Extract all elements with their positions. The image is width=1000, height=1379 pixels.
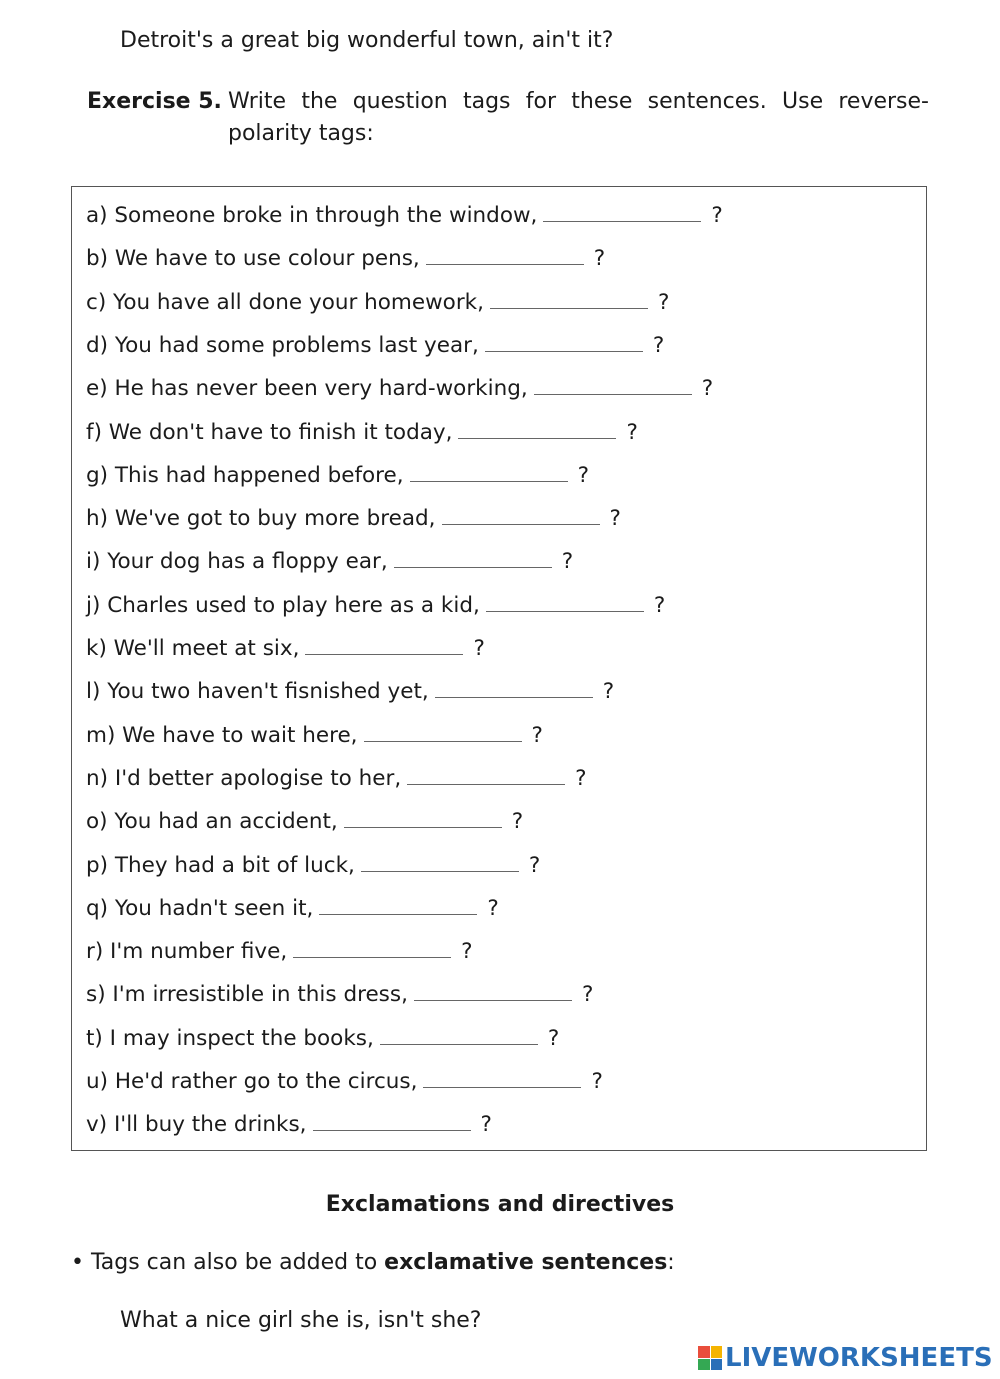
- question-mark: ?: [581, 982, 594, 1008]
- answer-blank-input[interactable]: [442, 504, 600, 525]
- item-sentence: a) Someone broke in through the window,: [86, 203, 538, 228]
- logo-square: [711, 1359, 723, 1371]
- question-mark: ?: [575, 765, 587, 791]
- question-mark: ?: [591, 1069, 603, 1094]
- answer-blank-input[interactable]: [410, 461, 568, 482]
- answer-blank-input[interactable]: [319, 894, 477, 915]
- exercise-item: [86, 374, 713, 401]
- exercise-item: [86, 851, 540, 878]
- liveworksheets-logo-icon: [698, 1346, 722, 1370]
- exercise-item: [86, 1067, 603, 1094]
- exercise-header: [87, 86, 929, 150]
- item-sentence: k) We'll meet at six,: [86, 636, 300, 661]
- answer-blank-input[interactable]: [394, 547, 552, 568]
- question-mark: ?: [473, 636, 485, 661]
- answer-blank-input[interactable]: [426, 244, 584, 265]
- question-mark: ?: [511, 809, 524, 835]
- exercise-item: [86, 331, 664, 358]
- exercise-item: [86, 721, 543, 748]
- answer-blank-input[interactable]: [486, 591, 644, 612]
- exercise-item: [86, 201, 723, 228]
- answer-blank-input[interactable]: [485, 331, 643, 352]
- question-mark: ?: [609, 506, 621, 532]
- intro-example-sentence: Detroit's a great big wonderful town, ain't it?: [120, 28, 614, 53]
- item-sentence: v) I'll buy the drinks,: [86, 1112, 307, 1138]
- item-sentence: c) You have all done your homework,: [86, 289, 484, 315]
- question-mark: ?: [577, 462, 590, 488]
- question-mark: ?: [531, 722, 543, 748]
- exercise-item: [86, 288, 669, 315]
- item-sentence: p) They had a bit of luck,: [86, 852, 355, 878]
- exercise-item: [86, 504, 621, 531]
- exercise-item: [86, 677, 614, 704]
- exercise-instruction: Write the question tags for these sentences. Use reverse-polarity tags:: [228, 89, 929, 146]
- exercise-item: [86, 937, 473, 964]
- question-mark: ?: [480, 1112, 492, 1138]
- item-sentence: t) I may inspect the books,: [86, 1025, 374, 1051]
- answer-blank-input[interactable]: [305, 634, 463, 655]
- question-mark: ?: [701, 376, 714, 402]
- bullet-point: [71, 1250, 675, 1275]
- question-mark: ?: [652, 332, 665, 358]
- section-heading: Exclamations and directives: [325, 1192, 675, 1217]
- answer-blank-input[interactable]: [414, 980, 572, 1001]
- item-sentence: s) I'm irresistible in this dress,: [86, 982, 408, 1008]
- exercise-item: [86, 894, 499, 921]
- item-sentence: u) He'd rather go to the circus,: [86, 1069, 418, 1094]
- answer-blank-input[interactable]: [313, 1110, 471, 1131]
- answer-blank-input[interactable]: [490, 288, 648, 309]
- logo-square: [698, 1359, 710, 1371]
- question-mark: ?: [602, 679, 615, 705]
- item-sentence: i) Your dog has a floppy ear,: [86, 549, 388, 575]
- liveworksheets-brand: [698, 1343, 993, 1373]
- question-mark: ?: [593, 246, 606, 272]
- logo-square: [698, 1346, 710, 1358]
- item-sentence: d) You had some problems last year,: [86, 332, 479, 358]
- exercise-item: [86, 591, 665, 618]
- bullet-text-suffix: :: [667, 1250, 675, 1275]
- brand-name: LIVEWORKSHEETS: [725, 1343, 993, 1373]
- question-mark: ?: [653, 592, 666, 618]
- answer-blank-input[interactable]: [423, 1067, 581, 1088]
- item-sentence: o) You had an accident,: [86, 809, 338, 835]
- item-sentence: b) We have to use colour pens,: [86, 246, 420, 272]
- answer-blank-input[interactable]: [543, 201, 701, 222]
- item-sentence: q) You hadn't seen it,: [86, 895, 314, 921]
- question-mark: ?: [487, 895, 499, 921]
- exercise-item: [86, 634, 485, 661]
- answer-blank-input[interactable]: [534, 374, 692, 395]
- exercise-item: [86, 807, 523, 834]
- item-sentence: j) Charles used to play here as a kid,: [86, 592, 480, 618]
- bullet-text-bold: exclamative sentences: [384, 1250, 668, 1275]
- answer-blank-input[interactable]: [380, 1024, 538, 1045]
- question-mark: ?: [461, 939, 473, 965]
- bullet-text-prefix: • Tags can also be added to: [71, 1250, 385, 1275]
- item-sentence: g) This had happened before,: [86, 462, 404, 488]
- answer-blank-input[interactable]: [364, 721, 522, 742]
- exercise-item: [86, 547, 573, 574]
- exercise-item: [86, 461, 589, 488]
- item-sentence: n) I'd better apologise to her,: [86, 765, 402, 791]
- logo-square: [711, 1346, 723, 1358]
- exercise-box: [71, 186, 927, 1151]
- exercise-item: [86, 1024, 559, 1051]
- item-sentence: f) We don't have to finish it today,: [86, 419, 453, 445]
- exercise-item: [86, 418, 638, 445]
- item-sentence: e) He has never been very hard-working,: [86, 376, 528, 402]
- exercise-item: [86, 244, 605, 271]
- exercise-item: [86, 1110, 492, 1137]
- answer-blank-input[interactable]: [407, 764, 565, 785]
- question-mark: ?: [711, 203, 723, 228]
- question-mark: ?: [626, 419, 638, 445]
- exercise-label: Exercise 5.: [87, 89, 222, 114]
- question-mark: ?: [657, 289, 670, 315]
- item-sentence: l) You two haven't fisnished yet,: [86, 679, 429, 705]
- exclamative-example: What a nice girl she is, isn't she?: [120, 1308, 482, 1333]
- exercise-item: [86, 980, 593, 1007]
- answer-blank-input[interactable]: [435, 677, 593, 698]
- answer-blank-input[interactable]: [458, 418, 616, 439]
- exercise-item: [86, 764, 587, 791]
- answer-blank-input[interactable]: [361, 851, 519, 872]
- item-sentence: r) I'm number five,: [86, 939, 288, 965]
- question-mark: ?: [561, 549, 574, 575]
- item-sentence: h) We've got to buy more bread,: [86, 506, 436, 532]
- question-mark: ?: [547, 1025, 560, 1051]
- question-mark: ?: [528, 852, 541, 878]
- item-sentence: m) We have to wait here,: [86, 722, 358, 748]
- answer-blank-input[interactable]: [293, 937, 451, 958]
- answer-blank-input[interactable]: [344, 807, 502, 828]
